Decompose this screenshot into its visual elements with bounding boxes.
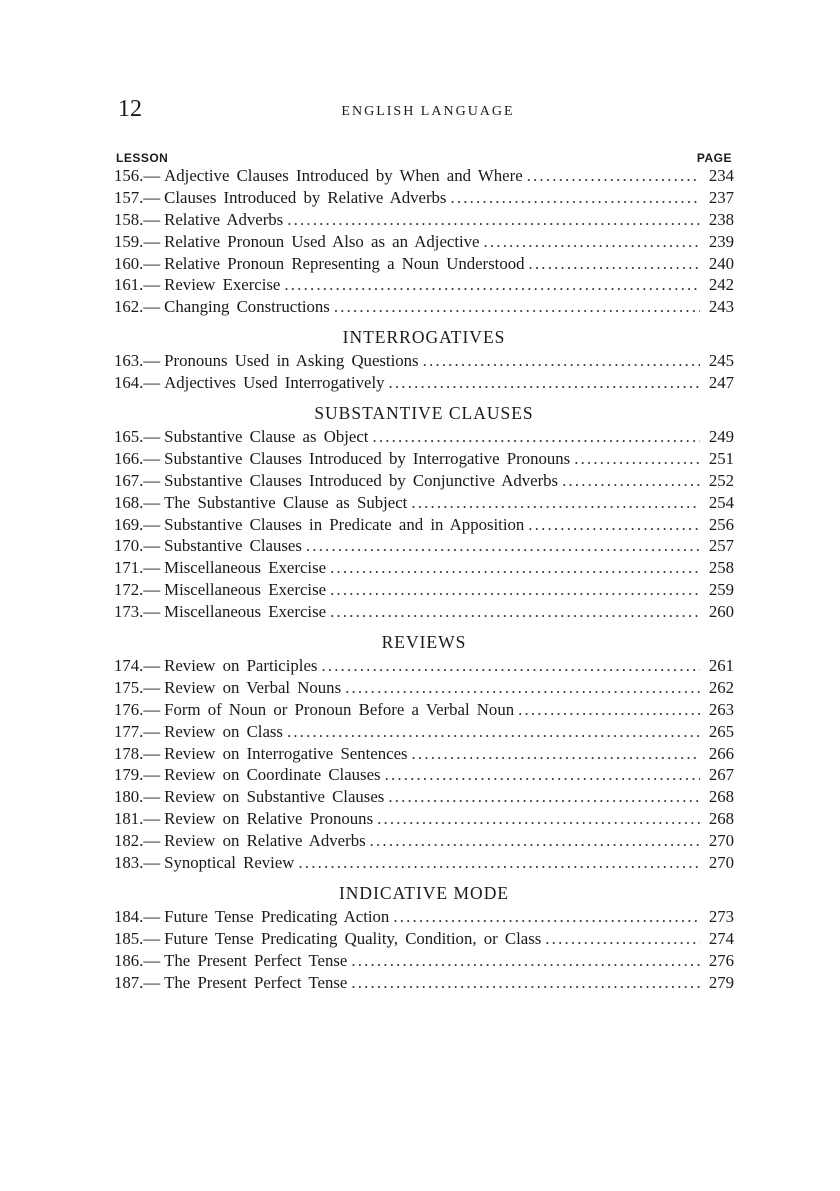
- lesson-number: 185.: [114, 928, 144, 948]
- dot-leader: [389, 372, 700, 394]
- dot-leader: [287, 721, 700, 743]
- toc-entry: [114, 677, 734, 699]
- page-ref: 256: [708, 514, 734, 534]
- em-dash: —: [143, 743, 161, 763]
- em-dash: —: [143, 721, 161, 741]
- page-ref: 238: [708, 209, 734, 229]
- lesson-title: Relative Pronoun Used Also as an Adjective: [164, 231, 480, 251]
- page-ref: 260: [708, 602, 734, 622]
- lesson-title: Pronouns Used in Asking Questions: [164, 351, 419, 371]
- page-ref: 245: [708, 351, 734, 371]
- lesson-title: The Present Perfect Tense: [164, 972, 348, 992]
- toc-entry: [114, 274, 734, 296]
- em-dash: —: [143, 253, 161, 273]
- lesson-title: Adjective Clauses Introduced by When and Where: [164, 166, 523, 185]
- toc-section: [114, 165, 734, 318]
- page-ref: 270: [708, 853, 734, 873]
- page-ref: 237: [708, 187, 734, 207]
- em-dash: —: [143, 209, 161, 229]
- toc-entry: [114, 426, 734, 448]
- lesson-title: Review on Class: [164, 721, 283, 741]
- lesson-number: 158.: [114, 209, 144, 229]
- lesson-number: 181.: [114, 809, 144, 829]
- lesson-number: 160.: [114, 253, 144, 273]
- lesson-title: Relative Pronoun Representing a Noun Understood: [164, 253, 525, 273]
- running-head: ENGLISH LANGUAGE: [341, 104, 515, 119]
- page-column-label: PAGE: [696, 151, 732, 165]
- dot-leader: [388, 786, 700, 808]
- table-of-contents: [114, 151, 734, 994]
- em-dash: —: [143, 427, 161, 447]
- dot-leader: [385, 764, 700, 786]
- lesson-number: 163.: [114, 351, 144, 371]
- lesson-title: Future Tense Predicating Quality, Condition, or Class: [164, 928, 542, 948]
- em-dash: —: [143, 656, 161, 676]
- dot-leader: [351, 972, 700, 994]
- em-dash: —: [143, 809, 161, 829]
- dot-leader: [284, 274, 700, 296]
- lesson-title: Miscellaneous Exercise: [164, 602, 327, 622]
- lesson-title: Clauses Introduced by Relative Adverbs: [164, 187, 447, 207]
- lesson-title: Review on Interrogative Sentences: [164, 743, 408, 763]
- page-ref: 265: [708, 721, 734, 741]
- lesson-number: 179.: [114, 765, 144, 785]
- section-heading: SUBSTANTIVE CLAUSES: [314, 403, 534, 424]
- page-ref: 258: [708, 558, 734, 578]
- toc-entry: [114, 906, 734, 928]
- em-dash: —: [143, 351, 161, 371]
- dot-leader: [412, 743, 700, 765]
- toc-section: [114, 881, 734, 994]
- toc-entry: [114, 296, 734, 318]
- dot-leader: [545, 928, 700, 950]
- toc-section: [114, 325, 734, 394]
- lesson-title: Review on Coordinate Clauses: [164, 765, 381, 785]
- lesson-number: 182.: [114, 831, 144, 851]
- page-ref: 276: [708, 950, 734, 970]
- column-headings: [114, 151, 734, 165]
- em-dash: —: [143, 580, 161, 600]
- page-ref: 268: [708, 787, 734, 807]
- em-dash: —: [143, 536, 161, 556]
- dot-leader: [330, 579, 700, 601]
- page-ref: 259: [708, 580, 734, 600]
- dot-leader: [334, 296, 700, 318]
- toc-entry: [114, 655, 734, 677]
- em-dash: —: [143, 906, 161, 926]
- toc-entry: [114, 253, 734, 275]
- em-dash: —: [143, 187, 161, 207]
- page-header: [118, 96, 738, 136]
- lesson-title: Substantive Clauses Introduced by Conjunctive Adverbs: [164, 470, 559, 490]
- em-dash: —: [143, 831, 161, 851]
- toc-entry: [114, 187, 734, 209]
- lesson-title: Future Tense Predicating Action: [164, 906, 390, 926]
- dot-leader: [529, 253, 700, 275]
- lesson-number: 166.: [114, 448, 144, 468]
- toc-entry: [114, 557, 734, 579]
- lesson-number: 165.: [114, 427, 144, 447]
- toc-entry: [114, 448, 734, 470]
- page-ref: 242: [708, 275, 734, 295]
- em-dash: —: [143, 677, 161, 697]
- page-ref: 262: [708, 677, 734, 697]
- toc-entry: [114, 165, 734, 187]
- em-dash: —: [143, 928, 161, 948]
- toc-entry: [114, 601, 734, 623]
- toc-entry: [114, 743, 734, 765]
- dot-leader: [484, 231, 700, 253]
- lesson-number: 178.: [114, 743, 144, 763]
- toc-entry: [114, 852, 734, 874]
- page-ref: 239: [708, 231, 734, 251]
- lesson-title: Review on Participles: [164, 656, 318, 676]
- em-dash: —: [143, 602, 161, 622]
- page-ref: 254: [708, 492, 734, 512]
- toc-entry: [114, 514, 734, 536]
- dot-leader: [393, 906, 700, 928]
- dot-leader: [370, 830, 700, 852]
- em-dash: —: [143, 166, 161, 185]
- lesson-number: 168.: [114, 492, 144, 512]
- toc-sections: [114, 165, 734, 994]
- dot-leader: [351, 950, 700, 972]
- dot-leader: [330, 601, 700, 623]
- dot-leader: [423, 350, 700, 372]
- page-ref: 240: [708, 253, 734, 273]
- lesson-title: Form of Noun or Pronoun Before a Verbal Noun: [164, 699, 515, 719]
- toc-section: [114, 401, 734, 623]
- lesson-number: 161.: [114, 275, 144, 295]
- em-dash: —: [143, 470, 161, 490]
- toc-entry: [114, 764, 734, 786]
- toc-entry: [114, 470, 734, 492]
- em-dash: —: [143, 297, 161, 317]
- dot-leader: [527, 165, 700, 187]
- toc-entry: [114, 830, 734, 852]
- lesson-number: 173.: [114, 602, 144, 622]
- page-ref: 234: [708, 166, 734, 185]
- page-ref: 261: [708, 656, 734, 676]
- em-dash: —: [143, 699, 161, 719]
- toc-entry: [114, 579, 734, 601]
- lesson-title: Adjectives Used Interrogatively: [164, 373, 385, 393]
- toc-entry: [114, 231, 734, 253]
- page-ref: 251: [708, 448, 734, 468]
- em-dash: —: [143, 950, 161, 970]
- toc-entry: [114, 372, 734, 394]
- lesson-number: 187.: [114, 972, 144, 992]
- page-ref: 279: [708, 972, 734, 992]
- page-ref: 249: [708, 427, 734, 447]
- dot-leader: [321, 655, 700, 677]
- page-ref: 266: [708, 743, 734, 763]
- lesson-column-label: LESSON: [116, 151, 169, 165]
- page-ref: 274: [708, 928, 734, 948]
- em-dash: —: [143, 492, 161, 512]
- dot-leader: [528, 514, 700, 536]
- em-dash: —: [143, 275, 161, 295]
- em-dash: —: [143, 765, 161, 785]
- lesson-title: The Present Perfect Tense: [164, 950, 348, 970]
- lesson-number: 162.: [114, 297, 144, 317]
- toc-entry: [114, 350, 734, 372]
- lesson-title: Review on Relative Pronouns: [164, 809, 374, 829]
- dot-leader: [518, 699, 700, 721]
- toc-entry: [114, 972, 734, 994]
- page-ref: 252: [708, 470, 734, 490]
- lesson-number: 184.: [114, 906, 144, 926]
- page-ref: 243: [708, 297, 734, 317]
- lesson-title: Synoptical Review: [164, 853, 295, 873]
- lesson-title: Miscellaneous Exercise: [164, 558, 327, 578]
- dot-leader: [345, 677, 700, 699]
- em-dash: —: [143, 558, 161, 578]
- em-dash: —: [143, 514, 161, 534]
- em-dash: —: [143, 787, 161, 807]
- page-ref: 270: [708, 831, 734, 851]
- lesson-number: 172.: [114, 580, 144, 600]
- dot-leader: [330, 557, 700, 579]
- section-heading: INTERROGATIVES: [342, 327, 506, 348]
- lesson-number: 175.: [114, 677, 144, 697]
- em-dash: —: [143, 448, 161, 468]
- lesson-number: 174.: [114, 656, 144, 676]
- page-number: 12: [118, 96, 142, 122]
- em-dash: —: [143, 972, 161, 992]
- lesson-title: Miscellaneous Exercise: [164, 580, 327, 600]
- dot-leader: [298, 852, 700, 874]
- toc-entry: [114, 786, 734, 808]
- lesson-title: Review on Substantive Clauses: [164, 787, 385, 807]
- em-dash: —: [143, 373, 161, 393]
- lesson-title: Substantive Clause as Object: [164, 427, 369, 447]
- page-ref: 267: [708, 765, 734, 785]
- dot-leader: [562, 470, 700, 492]
- dot-leader: [450, 187, 700, 209]
- lesson-number: 167.: [114, 470, 144, 490]
- page-ref: 273: [708, 906, 734, 926]
- lesson-title: Relative Adverbs: [164, 209, 284, 229]
- toc-entry: [114, 808, 734, 830]
- dot-leader: [574, 448, 700, 470]
- page-ref: 247: [708, 373, 734, 393]
- toc-entry: [114, 535, 734, 557]
- page-ref: 257: [708, 536, 734, 556]
- lesson-number: 177.: [114, 721, 144, 741]
- lesson-title: Review on Relative Adverbs: [164, 831, 366, 851]
- dot-leader: [411, 492, 700, 514]
- toc-entry: [114, 950, 734, 972]
- page-ref: 268: [708, 809, 734, 829]
- dot-leader: [372, 426, 700, 448]
- lesson-number: 183.: [114, 853, 144, 873]
- section-heading: INDICATIVE MODE: [338, 882, 510, 903]
- toc-entry: [114, 209, 734, 231]
- em-dash: —: [143, 853, 161, 873]
- lesson-title: Substantive Clauses Introduced by Interrogative Pronouns: [164, 448, 571, 468]
- dot-leader: [377, 808, 700, 830]
- lesson-number: 186.: [114, 950, 144, 970]
- lesson-title: Review Exercise: [164, 275, 281, 295]
- lesson-number: 169.: [114, 514, 144, 534]
- lesson-title: The Substantive Clause as Subject: [164, 492, 408, 512]
- lesson-title: Changing Constructions: [164, 297, 330, 317]
- lesson-number: 171.: [114, 558, 144, 578]
- toc-entry: [114, 928, 734, 950]
- lesson-number: 157.: [114, 187, 144, 207]
- lesson-title: Review on Verbal Nouns: [164, 677, 342, 697]
- em-dash: —: [143, 231, 161, 251]
- lesson-number: 159.: [114, 231, 144, 251]
- dot-leader: [287, 209, 700, 231]
- toc-entry: [114, 699, 734, 721]
- lesson-title: Substantive Clauses in Predicate and in Apposition: [164, 514, 525, 534]
- toc-entry: [114, 492, 734, 514]
- page-ref: 263: [708, 699, 734, 719]
- lesson-number: 164.: [114, 373, 144, 393]
- lesson-number: 176.: [114, 699, 144, 719]
- dot-leader: [306, 535, 700, 557]
- lesson-number: 156.: [114, 166, 144, 185]
- toc-entry: [114, 721, 734, 743]
- lesson-number: 180.: [114, 787, 144, 807]
- section-heading: REVIEWS: [381, 632, 467, 653]
- lesson-title: Substantive Clauses: [164, 536, 302, 556]
- lesson-number: 170.: [114, 536, 144, 556]
- toc-section: [114, 630, 734, 874]
